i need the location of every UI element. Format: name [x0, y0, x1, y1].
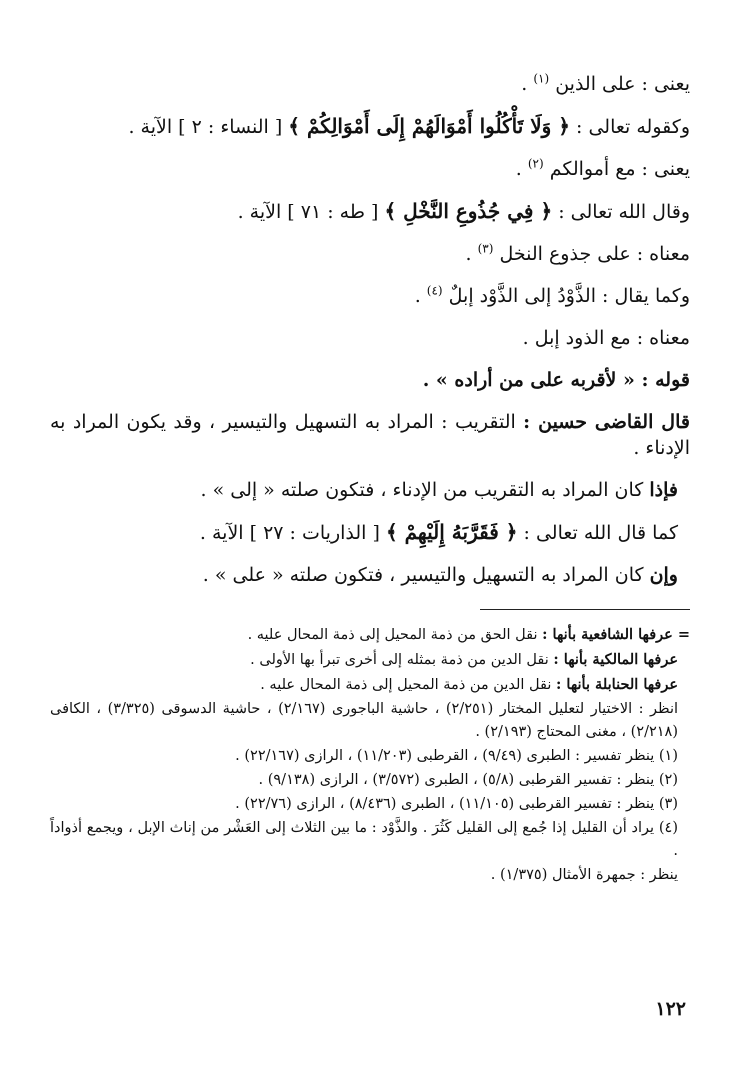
note-text: (٣) ينظر : تفسير القرطبى (١١/١٠٥) ، الطبرى (٨/٤٣٦) ، الرازى (٢٢/٧٦) .: [235, 796, 678, 812]
line-end: .: [465, 243, 478, 265]
page-number: ١٢٢: [655, 998, 686, 1020]
note-text: (١) ينظر تفسير : الطبرى (٩/٤٩) ، القرطبى (١١/٢٠٣) ، الرازى (٢٢/١٦٧) .: [235, 748, 678, 764]
citation: [ طه : ٧١ ] الآية .: [237, 201, 385, 223]
footnote-ref: (٣): [477, 241, 494, 256]
line-text: معناه : مع الذود إبل .: [522, 327, 690, 349]
line-text: كان المراد به التقريب من الإدناء ، فتكون صلته « إلى » .: [200, 479, 650, 501]
footnote-line: [50, 863, 690, 887]
note-text: نقل الدين من ذمة المحيل إلى ذمة المحال عليه .: [260, 677, 557, 693]
line-5: [50, 232, 690, 274]
footnote-line: [50, 672, 690, 697]
quran-quote: ﴿ وَلَا تَأْكُلُوا أَمْوَالَهُمْ إِلَى أَمْوَالِكُمْ ﴾: [288, 114, 570, 138]
footnote-ref: (١): [533, 71, 550, 86]
footnote-2: [50, 768, 690, 792]
line-9: [50, 400, 690, 468]
note-text: نقل الدين من ذمة بمثله إلى أخرى تبرأ بها الأولى .: [250, 652, 554, 668]
line-lead: قال القاضى حسين :: [523, 411, 690, 433]
footnote-ref: (٢): [527, 156, 544, 171]
quran-quote: ﴿ فِي جُذُوعِ النَّخْلِ ﴾: [384, 199, 553, 223]
line-1: [50, 62, 690, 104]
line-text: يعنى : على الذين: [555, 73, 690, 95]
line-2: [50, 104, 690, 147]
line-end: .: [515, 158, 528, 180]
line-6: [50, 274, 690, 316]
note-lead: عرفها المالكية بأنها :: [553, 651, 678, 668]
line-7: [50, 316, 690, 358]
line-text: وكما يقال : الذَّوْدُ إلى الذَّوْد إبلٌ: [448, 285, 690, 307]
line-end: .: [414, 285, 427, 307]
line-text: يعنى : مع أموالكم: [549, 158, 690, 180]
footnote-ref: (٤): [426, 283, 443, 298]
line-text: كما قال الله تعالى :: [517, 522, 678, 544]
line-lead: فإذا: [649, 479, 678, 501]
line-8: [50, 358, 690, 400]
line-3: [50, 147, 690, 189]
line-4: [50, 189, 690, 232]
footnote-separator: [480, 609, 690, 610]
line-text: التقريب : المراد به التسهيل والتيسير ، وقد يكون المراد به الإدناء .: [50, 411, 690, 459]
footnote-3: [50, 792, 690, 816]
line-12: [50, 553, 690, 595]
note-lead: عرفها الحنابلة بأنها :: [556, 676, 678, 693]
footnote-line: [50, 647, 690, 672]
note-text: ينظر : جمهرة الأمثال (١/٣٧٥) .: [490, 867, 678, 883]
line-11: [50, 510, 690, 553]
footnote-4: [50, 816, 690, 863]
note-text: انظر : الاختيار لتعليل المختار (٢/٢٥١) ، حاشية الباجورى (٢/١٦٧) ، حاشية الدسوقى (٣/٣٢٥) ، الكافى (٢/٢١٨) ، مغنى المحتاج (٢/١٩٣) .: [50, 701, 679, 740]
line-text: معناه : على جذوع النخل: [499, 243, 690, 265]
bold-heading: قوله : « لأقربه على من أراده » .: [422, 369, 690, 391]
footnotes: [50, 622, 690, 887]
line-end: .: [521, 73, 534, 95]
line-text: وكقوله تعالى :: [569, 116, 690, 138]
note-lead: = عرفها الشافعية بأنها :: [542, 626, 690, 643]
note-text: (٤) يراد أن القليل إذا جُمع إلى القليل كَثُرَ . والذَّوْد : ما بين الثلاث إلى العَشْر من إناث الإبل ، ويجمع أذواداً .: [50, 820, 678, 859]
line-lead: وإن: [649, 564, 678, 586]
line-10: [50, 468, 690, 510]
footnote-line: [50, 622, 690, 647]
note-text: نقل الحق من ذمة المحيل إلى ذمة المحال عليه .: [247, 627, 543, 643]
line-text: كان المراد به التسهيل والتيسير ، فتكون صلته « على » .: [202, 564, 650, 586]
footnote-line: [50, 697, 690, 744]
citation: [ الذاريات : ٢٧ ] الآية .: [199, 522, 386, 544]
quran-quote: ﴿ فَقَرَّبَهُ إِلَيْهِمْ ﴾: [385, 520, 518, 544]
note-text: (٢) ينظر : تفسير القرطبى (٥/٨) ، الطبرى (٣/٥٧٢) ، الرازى (٩/١٣٨) .: [258, 772, 678, 788]
line-text: وقال الله تعالى :: [552, 201, 690, 223]
citation: [ النساء : ٢ ] الآية .: [128, 116, 289, 138]
main-text: [50, 62, 690, 595]
footnote-1: [50, 744, 690, 768]
